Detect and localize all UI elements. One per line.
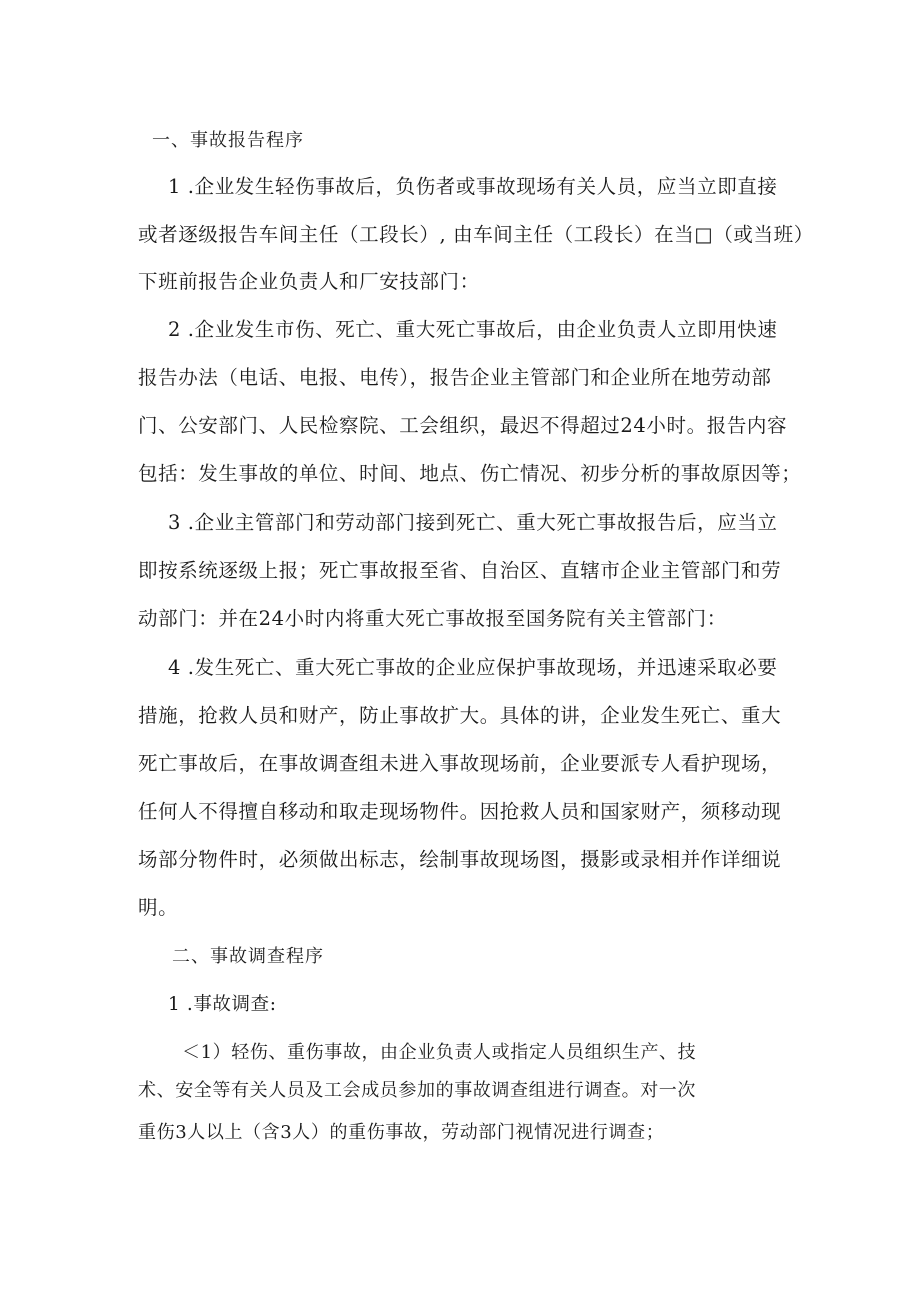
s2-sub-line-1: ＜1）轻伤、重伤事故，由企业负责人或指定人员组织生产、技: [182, 1042, 697, 1063]
p4-line-4: 任何人不得擅自移动和取走现场物件。因抢救人员和国家财产，须移动现: [138, 800, 782, 823]
s2-sub-line-2: 术、安全等有关人员及工会成员参加的事故调查组进行调查。对一次: [138, 1080, 696, 1101]
p2-line-2: 报告办法（电话、电报、电传），报告企业主管部门和企业所在地劳动部: [138, 366, 772, 389]
p4-line-6: 明。: [138, 896, 179, 919]
p2-line-3: 门、公安部门、人民检察院、工会组织，最迟不得超过24小时。报告内容: [138, 414, 788, 437]
p4-line-5: 场部分物件时，必须做出标志，绘制事故现场图，摄影或录相并作详细说: [138, 848, 782, 871]
p3-line-1: 3 .企业主管部门和劳动部门接到死亡、重大死亡事故报告后，应当立: [168, 511, 778, 534]
p1-line-2: 或者逐级报告车间主任（工段长）, 由车间主任（工段长）在当□（或当班）: [138, 223, 814, 246]
p2-line-4: 包括：发生事故的单位、时间、地点、伤亡情况、初步分析的事故原因等；: [138, 462, 802, 485]
section-1-heading: 一、事故报告程序: [152, 130, 304, 151]
p2-line-1: 2 .企业发生市伤、死亡、重大死亡事故后，由企业负责人立即用快速: [168, 318, 778, 341]
p3-line-2: 即按系统逐级上报；死亡事故报至省、自治区、直辖市企业主管部门和劳: [138, 559, 782, 582]
s2-item-1: 1 .事故调查:: [168, 994, 277, 1015]
p4-line-2: 措施，抢救人员和财产，防止事故扩大。具体的讲，企业发生死亡、重大: [138, 704, 782, 727]
p1-line-3: 下班前报告企业负责人和厂安技部门：: [138, 270, 480, 293]
p4-line-3: 死亡事故后，在事故调查组未进入事故现场前，企业要派专人看护现场，: [138, 752, 782, 775]
s2-sub-line-3: 重伤3人以上（含3人）的重伤事故，劳动部门视情况进行调查；: [138, 1122, 665, 1143]
p1-line-1: 1 .企业发生轻伤事故后，负伤者或事故现场有关人员，应当立即直接: [168, 175, 778, 198]
p3-line-3: 动部门：并在24小时内将重大死亡事故报至国务院有关主管部门：: [138, 607, 727, 630]
p4-line-1: 4 .发生死亡、重大死亡事故的企业应保护事故现场，并迅速采取必要: [168, 656, 778, 679]
section-2-heading: 二、事故调查程序: [172, 946, 324, 967]
